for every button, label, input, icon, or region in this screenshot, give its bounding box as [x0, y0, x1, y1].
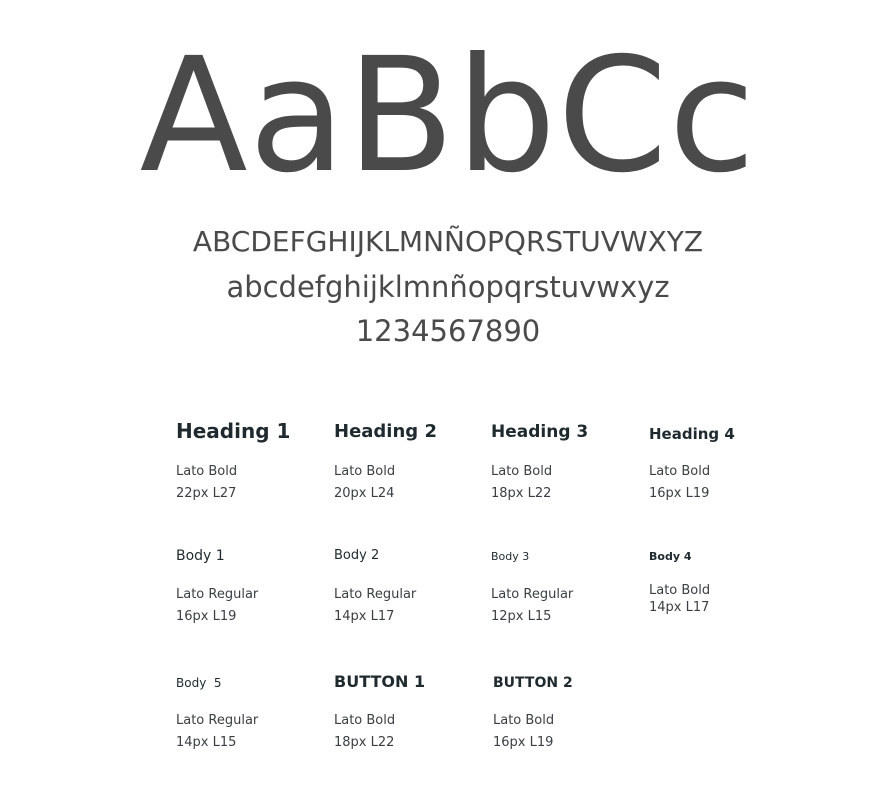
- style-title: BUTTON 2: [493, 675, 573, 691]
- style-title: Heading 2: [334, 421, 437, 442]
- style-font: Lato Regular: [334, 587, 417, 602]
- style-spec: 12px L15: [491, 609, 552, 624]
- specimen-lowercase: abcdefghijklmnñopqrstuvwxyz: [226, 270, 670, 304]
- specimen-digits: 1234567890: [355, 314, 541, 348]
- style-spec: 18px L22: [491, 486, 552, 501]
- specimen-uppercase: ABCDEFGHIJKLMNÑOPQRSTUVWXYZ: [192, 225, 704, 258]
- style-font: Lato Bold: [649, 583, 711, 598]
- style-font: Lato Regular: [176, 587, 259, 602]
- specimen-large-sample: AaBbCc: [139, 24, 757, 208]
- style-spec: 14px L15: [176, 735, 237, 750]
- style-title: Body 5: [176, 676, 222, 690]
- style-title: Body 4: [649, 550, 692, 563]
- style-font: Lato Bold: [334, 464, 396, 479]
- style-title: Body 3: [491, 550, 530, 563]
- style-spec: 16px L19: [176, 609, 237, 624]
- style-font: Lato Bold: [493, 713, 555, 728]
- style-spec: 16px L19: [493, 735, 554, 750]
- style-title: BUTTON 1: [334, 672, 426, 691]
- style-font: Lato Bold: [334, 713, 396, 728]
- style-font: Lato Regular: [176, 713, 259, 728]
- style-spec: 20px L24: [334, 486, 395, 501]
- style-font: Lato Bold: [176, 464, 238, 479]
- style-title: Heading 4: [649, 425, 735, 443]
- style-title: Body 1: [176, 548, 225, 564]
- style-spec: 22px L27: [176, 486, 237, 501]
- style-font: Lato Regular: [491, 587, 574, 602]
- style-title: Heading 3: [491, 422, 589, 442]
- style-font: Lato Bold: [649, 464, 711, 479]
- style-spec: 18px L22: [334, 735, 395, 750]
- style-title: Body 2: [334, 548, 380, 563]
- style-spec: 14px L17: [334, 609, 395, 624]
- style-title: Heading 1: [176, 419, 291, 443]
- style-font: Lato Bold: [491, 464, 553, 479]
- style-spec: 16px L19: [649, 486, 710, 501]
- style-spec: 14px L17: [649, 600, 710, 615]
